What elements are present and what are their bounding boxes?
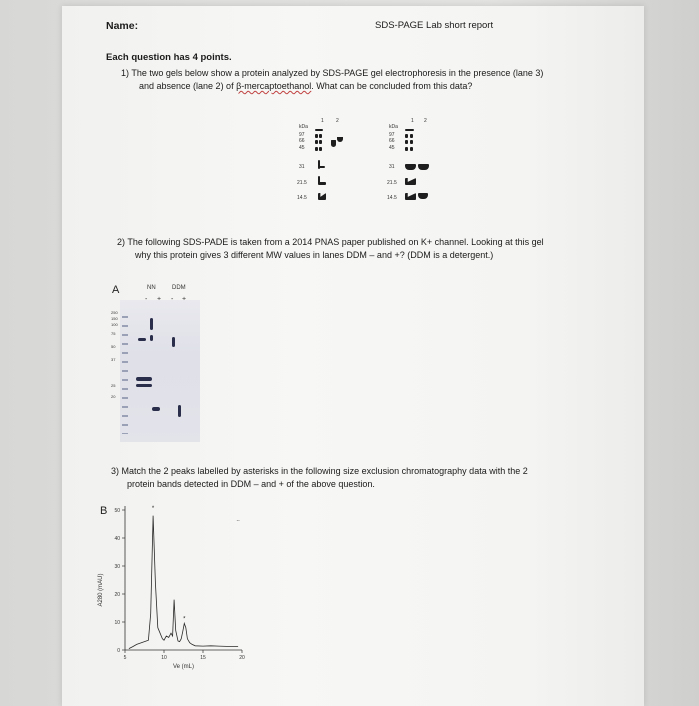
gel-left-marker: 14.5 [297, 195, 307, 201]
gel-right-lane-1: 1 [411, 118, 414, 124]
gel-right-kda: kDa [389, 124, 398, 130]
marker-label: 75 [111, 331, 116, 336]
gel-right-marker: 14.5 [387, 195, 397, 201]
gel-band [319, 134, 322, 138]
panel-letter-b: B [100, 505, 108, 517]
gel-image-left [295, 118, 355, 208]
gel-band [405, 134, 408, 138]
gel-right-marker: 31 [389, 164, 395, 170]
y-tick-label: 10 [114, 620, 120, 626]
q2-line2: why this protein gives 3 different MW values in lanes DDM – and +? (DDM is a detergent.) [135, 250, 494, 260]
y-tick-label: 50 [114, 508, 120, 514]
gel-band [136, 377, 152, 381]
y-axis-label: A280 (mAU) [98, 573, 104, 607]
gel-band [319, 140, 322, 144]
gel-image-right [385, 118, 455, 208]
q3-line1: 3) Match the 2 peaks labelled by asterisks in the following size exclusion chromatography data with the 2 [111, 466, 528, 476]
gel-left-kda: kDa [299, 124, 308, 130]
x-tick-label: 5 [123, 655, 127, 661]
gel-band [138, 338, 146, 341]
lane-group-ddm: DDM [172, 285, 186, 291]
gel-left-marker: 45 [299, 145, 305, 151]
ladder-lane [122, 316, 128, 434]
x-axis-label: Ve (mL) [172, 664, 195, 670]
gel-band [405, 164, 416, 170]
gel-band [405, 147, 408, 151]
q2-line1: 2) The following SDS-PADE is taken from a 2014 PNAS paper published on K+ channel. Looking at this gel [117, 237, 544, 247]
gel-band [410, 134, 413, 138]
marker-label: 20 [111, 394, 116, 399]
gel-right-lane-2: 2 [424, 118, 427, 124]
series-line-trace [129, 516, 238, 649]
gel-band [405, 193, 416, 200]
gel-band [315, 134, 318, 138]
gel-band [150, 335, 153, 341]
peak-annotation: * [183, 616, 186, 623]
marker-label: 150 [111, 316, 118, 321]
gel-band [315, 140, 318, 144]
q1-line2-before: and absence (lane 2) of [139, 81, 237, 91]
gel-image-a [120, 300, 200, 442]
gel-band [405, 129, 414, 131]
gel-band [172, 337, 175, 347]
peak-annotation: * [151, 506, 155, 512]
gel-band [319, 147, 322, 151]
sec-chart [90, 500, 290, 680]
marker-label: 100 [111, 322, 118, 327]
gel-left-lane-1: 1 [321, 118, 324, 124]
gel-band [152, 407, 160, 411]
gel-right-marker: 21.5 [387, 180, 397, 186]
name-label: Name: [106, 20, 139, 32]
gel-band [318, 193, 326, 200]
gel-right-marker: 97 [389, 132, 395, 138]
gel-band [178, 405, 181, 417]
gel-band [410, 147, 413, 151]
gel-left-lane-2: 2 [336, 118, 339, 124]
gel-band [318, 166, 325, 168]
gel-band [405, 178, 416, 185]
q1-line2-after: . What can be concluded from this data? [311, 81, 473, 91]
marker-label: 25 [111, 383, 116, 388]
panel-letter-a: A [112, 284, 120, 296]
y-tick-label: 40 [114, 536, 120, 542]
gel-left-marker: 97 [299, 132, 305, 138]
y-tick-label: 0 [117, 648, 120, 654]
gel-band [405, 140, 408, 144]
gel-left-marker: 21.5 [297, 180, 307, 186]
lane-group-nn: NN [147, 285, 156, 291]
gel-band [136, 384, 152, 387]
gel-band [410, 140, 413, 144]
gel-left-marker: 66 [299, 138, 305, 144]
gel-left-marker: 31 [299, 164, 305, 170]
x-tick-label: 20 [239, 655, 245, 661]
q1-term: β-mercaptoethanol [236, 81, 312, 91]
report-title: SDS-PAGE Lab short report [375, 20, 494, 31]
gel-right-marker: 66 [389, 138, 395, 144]
points-note: Each question has 4 points. [106, 52, 232, 63]
gel-band [315, 147, 318, 151]
gel-band [331, 140, 336, 147]
marker-label: 250 [111, 310, 118, 315]
gel-band [315, 129, 323, 131]
q1-line2 [139, 80, 472, 93]
gel-band [418, 164, 429, 170]
gel-band [418, 193, 428, 199]
x-tick-label: 15 [200, 655, 206, 661]
peak-annotation: .. [236, 517, 240, 524]
q3-line2: protein bands detected in DDM – and + of the above question. [127, 479, 375, 489]
marker-label: 50 [111, 344, 116, 349]
gel-band [150, 318, 153, 330]
gel-right-marker: 45 [389, 145, 395, 151]
gel-band [337, 137, 343, 142]
marker-label: 37 [111, 357, 116, 362]
y-tick-label: 30 [114, 564, 120, 570]
y-tick-label: 20 [114, 592, 120, 598]
q1-line1: 1) The two gels below show a protein analyzed by SDS-PAGE gel electrophoresis in the presence (lane 3) [121, 68, 544, 78]
gel-band [318, 182, 326, 185]
x-tick-label: 10 [161, 655, 167, 661]
